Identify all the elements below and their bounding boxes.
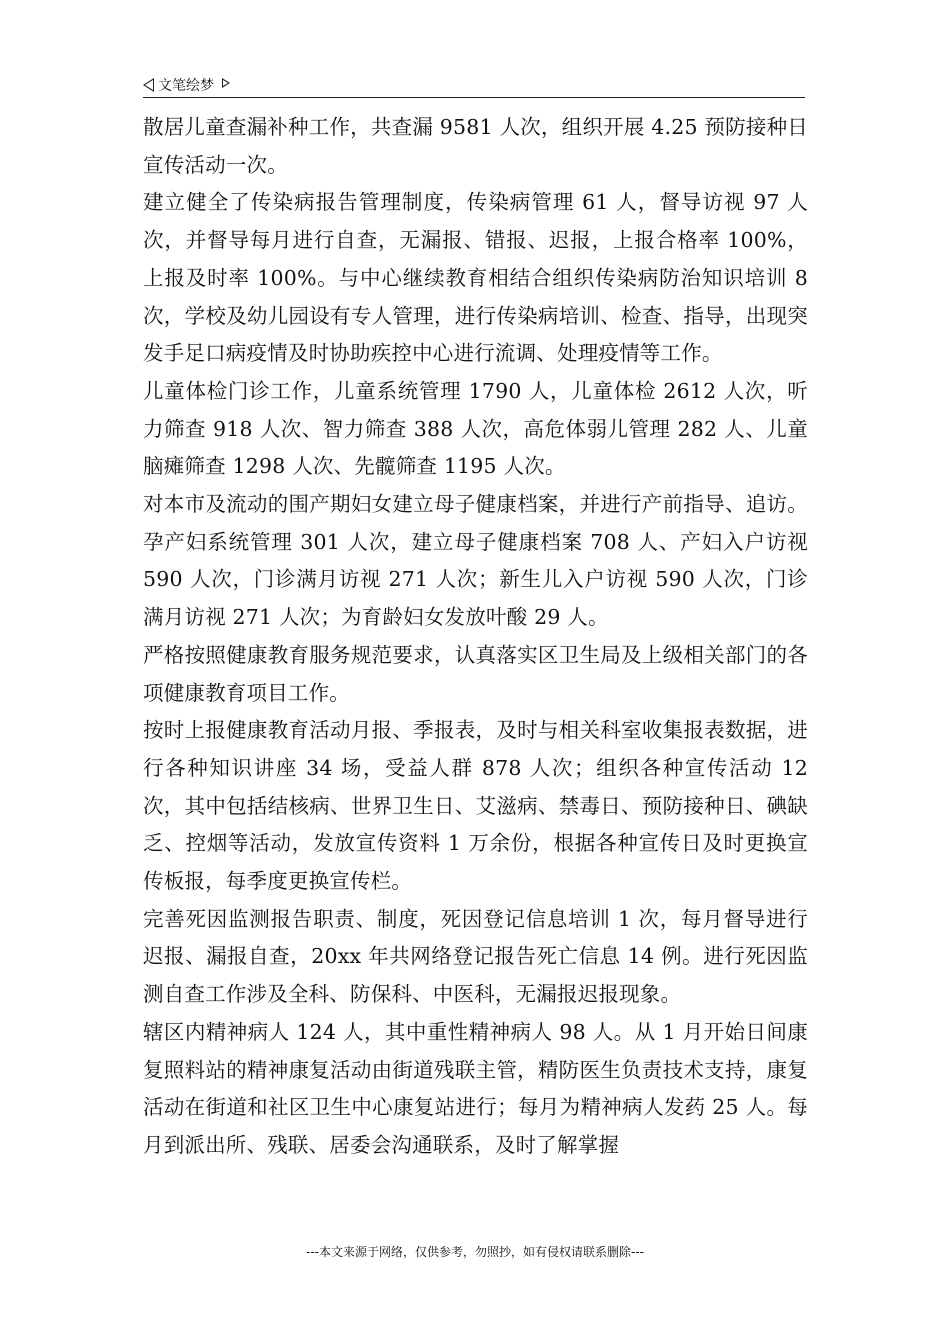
paragraph-education-reports: 按时上报健康教育活动月报、季报表，及时与相关科室收集报表数据，进行各种知识讲座 34 场，受益人群 878 人次；组织各种宣传活动 12 次，其中包括结核病、世界卫生日、艾滋病、禁毒日、预防接种日、碘缺乏、控烟等活动，发放宣传资料 1 万余份，根据各种宣传日及时更换宣传板报，每季度更换宣传栏。: [143, 718, 808, 894]
paragraph-child-checkup: 儿童体检门诊工作，儿童系统管理 1790 人，儿童体检 2612 人次，听力筛查 918 人次、智力筛查 388 人次，高危体弱儿管理 282 人、儿童脑瘫筛查 1298 人次、先髋筛查 1195 人次。: [143, 378, 808, 479]
document-body: [143, 109, 808, 1165]
paragraph-vaccination: 散居儿童查漏补种工作，共查漏 9581 人次，组织开展 4.25 预防接种日宣传活动一次。: [143, 115, 808, 177]
header-rule: [143, 97, 805, 98]
left-triangle-icon: [143, 78, 154, 92]
page-header: [143, 74, 805, 96]
header-title: 文笔绘梦: [158, 78, 214, 94]
paragraph-mental-health: 辖区内精神病人 124 人，其中重性精神病人 98 人。从 1 月开始日间康复照料站的精神康复活动由街道残联主管，精防医生负责技术支持，康复活动在街道和社区卫生中心康复站进行；每月为精神病人发药 25 人。每月到派出所、残联、居委会沟通联系，及时了解掌握: [143, 1019, 808, 1157]
footer-disclaimer: ---本文来源于网络，仅供参考，勿照抄，如有侵权请联系删除---: [306, 1245, 644, 1259]
paragraph-health-education: 严格按照健康教育服务规范要求，认真落实区卫生局及上级相关部门的各项健康教育项目工作。: [143, 642, 808, 705]
paragraph-death-surveillance: 完善死因监测报告职责、制度，死因登记信息培训 1 次，每月督导进行迟报、漏报自查，20xx 年共网络登记报告死亡信息 14 例。进行死因监测自查工作涉及全科、防保科、中医科，无漏报迟报现象。: [143, 906, 808, 1007]
paragraph-infectious-disease: 建立健全了传染病报告管理制度，传染病管理 61 人，督导访视 97 人次，并督导每月进行自查，无漏报、错报、迟报，上报合格率 100%，上报及时率 100%。与中心继续教育相结合组织传染病防治知识培训 8 次，学校及幼儿园设有专人管理，进行传染病培训、检查、指导，出现突发手足口病疫情及时协助疾控中心进行流调、处理疫情等工作。: [143, 190, 808, 366]
paragraph-maternal-health: 对本市及流动的围产期妇女建立母子健康档案，并进行产前指导、追访。孕产妇系统管理 301 人次，建立母子健康档案 708 人、产妇入户访视 590 人次，门诊满月访视 271 人次；新生儿入户访视 590 人次，门诊满月访视 271 人次；为育龄妇女发放叶酸 29 人。: [143, 492, 808, 630]
right-triangle-icon: [222, 78, 230, 88]
